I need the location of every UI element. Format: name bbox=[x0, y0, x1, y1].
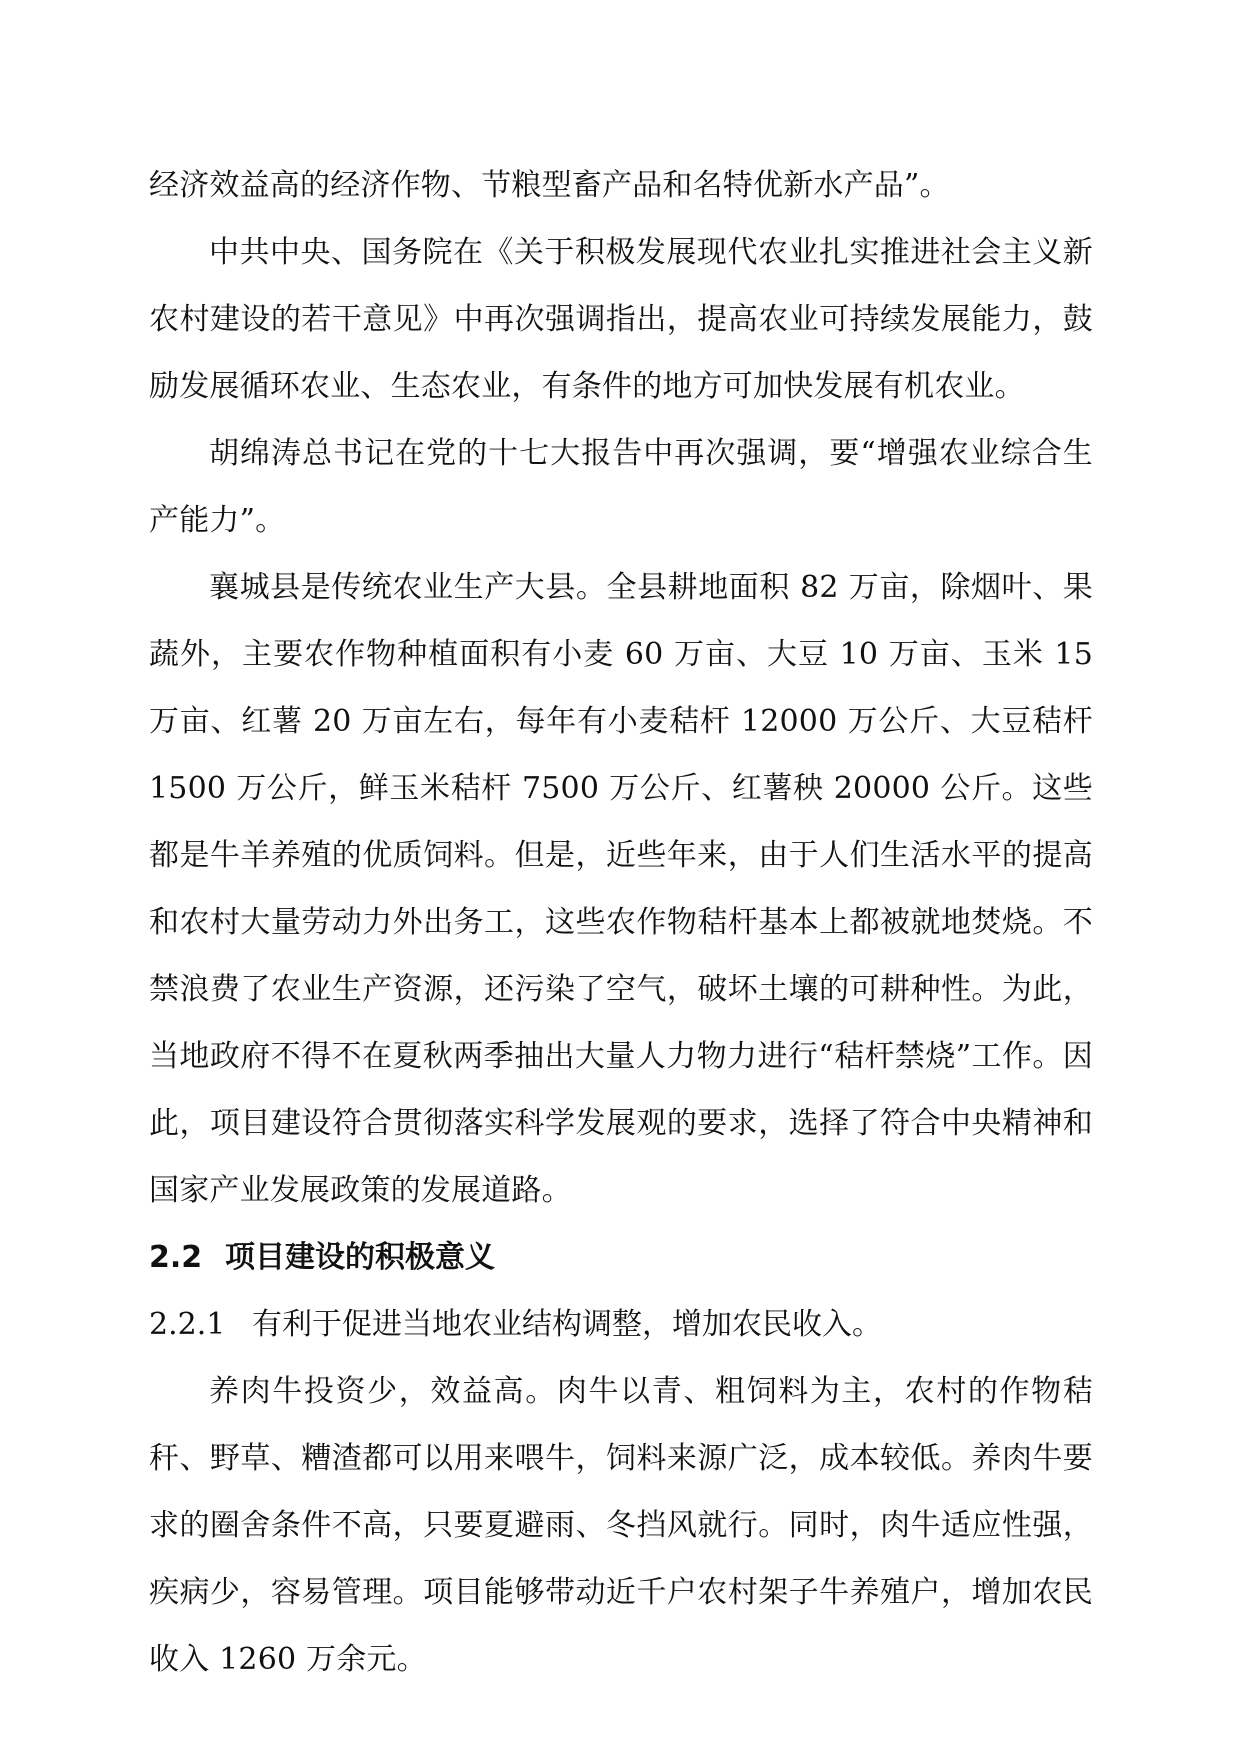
paragraph-county-overview: 襄城县是传统农业生产大县。全县耕地面积 82 万亩，除烟叶、果蔬外，主要农作物种植面积有小麦 60 万亩、大豆 10 万亩、玉米 15 万亩、红薯 20 万亩左右，每年有小麦秸杆 12000 万公斤、大豆秸杆 1500 万公斤，鲜玉米秸杆 7500 万公斤、红薯秧 20000 公斤。这些都是牛羊养殖的优质饲料。但是，近些年来，由于人们生活水平的提高和农村大量劳动力外出务工，这些农作物秸杆基本上都被就地焚烧。不禁浪费了农业生产资源，还污染了空气，破坏土壤的可耕种性。为此，当地政府不得不在夏秋两季抽出大量人力物力进行“秸杆禁烧”工作。因此，项目建设符合贯彻落实科学发展观的要求，选择了符合中央精神和国家产业发展政策的发展道路。 bbox=[149, 570, 1093, 1208]
paragraph-continuation: 经济效益高的经济作物、节粮型畜产品和名特优新水产品”。 bbox=[149, 168, 950, 203]
section-heading bbox=[149, 1224, 1093, 1291]
document-page bbox=[149, 152, 1093, 1693]
section-title: 项目建设的积极意义 bbox=[225, 1240, 495, 1275]
section-number: 2.2 bbox=[149, 1240, 203, 1275]
paragraph-beef-cattle: 养肉牛投资少，效益高。肉牛以青、粗饲料为主，农村的作物秸秆、野草、糟渣都可以用来喂牛，饲料来源广泛，成本较低。养肉牛要求的圈舍条件不高，只要夏避雨、冬挡风就行。同时，肉牛适应性强，疾病少，容易管理。项目能够带动近千户农村架子牛养殖户，增加农民收入 1260 万余元。 bbox=[149, 1374, 1093, 1677]
subsection-number: 2.2.1 bbox=[149, 1307, 226, 1342]
subsection-title: 有利于促进当地农业结构调整，增加农民收入。 bbox=[252, 1307, 882, 1342]
subsection-heading bbox=[149, 1291, 1093, 1358]
paragraph-central-policy: 中共中央、国务院在《关于积极发展现代农业扎实推进社会主义新农村建设的若干意见》中再次强调指出，提高农业可持续发展能力，鼓励发展循环农业、生态农业，有条件的地方可加快发展有机农业。 bbox=[149, 235, 1093, 404]
paragraph-party-report: 胡绵涛总书记在党的十七大报告中再次强调，要“增强农业综合生产能力”。 bbox=[149, 436, 1093, 538]
